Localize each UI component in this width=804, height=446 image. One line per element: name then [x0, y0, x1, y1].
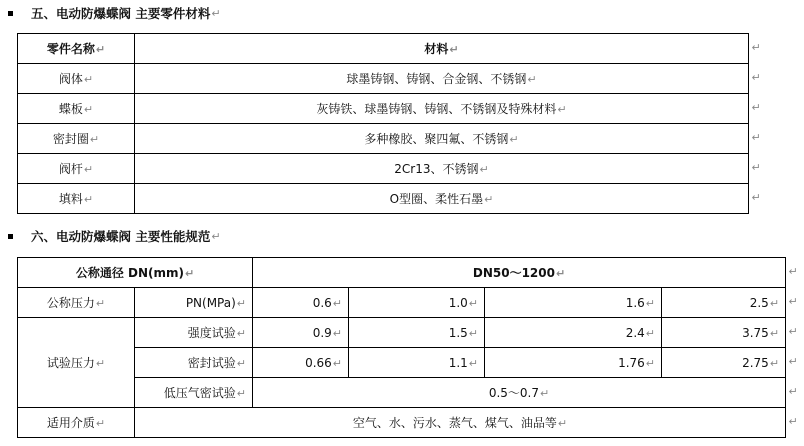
table-row: [18, 64, 749, 94]
row-end-mark-icon: ↵: [751, 130, 761, 144]
section-title: 五、电动防爆蝶阀 主要零件材料: [31, 6, 211, 21]
row-end-mark-icon: ↵: [788, 384, 798, 398]
material-cell: 2Cr13、不锈钢↵: [135, 154, 749, 184]
paragraph-mark-icon: ↵: [211, 6, 221, 20]
part-cell: 蝶板↵: [18, 94, 135, 124]
row-end-mark-icon: ↵: [751, 100, 761, 114]
value-cell: 0.66↵: [253, 348, 349, 378]
value-cell: 2.75↵: [662, 348, 786, 378]
row-end-mark-icon: ↵: [788, 324, 798, 338]
material-cell: 灰铸铁、球墨铸钢、铸钢、不锈钢及特殊材料↵: [135, 94, 749, 124]
part-cell: 阀体↵: [18, 64, 135, 94]
value-cell: 2.4↵: [485, 318, 662, 348]
value-cell: 1.6↵: [485, 288, 662, 318]
material-cell: 多种橡胶、聚四氟、不锈钢↵: [135, 124, 749, 154]
value-cell: 0.5～0.7↵: [253, 378, 786, 408]
section-title: 六、电动防爆蝶阀 主要性能规范: [31, 229, 211, 244]
bullet-icon: [8, 11, 13, 16]
nominal-diameter-value: DN50～1200↵: [253, 258, 786, 288]
part-cell: 密封圈↵: [18, 124, 135, 154]
table-row: [18, 288, 786, 318]
value-cell: 1.1↵: [349, 348, 485, 378]
paragraph-mark-icon: ↵: [211, 229, 221, 243]
row-end-mark-icon: ↵: [788, 264, 798, 278]
part-cell: 填料↵: [18, 184, 135, 214]
value-cell: 0.6↵: [253, 288, 349, 318]
header-cell: 零件名称↵: [18, 34, 135, 64]
value-cell: 0.9↵: [253, 318, 349, 348]
table-row: [18, 154, 749, 184]
row-label: 密封试验↵: [135, 348, 253, 378]
row-label: PN(MPa)↵: [135, 288, 253, 318]
materials-table: [17, 33, 749, 214]
row-end-mark-icon: ↵: [751, 160, 761, 174]
material-cell: 球墨铸钢、铸钢、合金钢、不锈钢↵: [135, 64, 749, 94]
table-row: [18, 94, 749, 124]
section-heading-performance: [8, 226, 221, 246]
part-cell: 阀杆↵: [18, 154, 135, 184]
table-header-row: [18, 34, 749, 64]
section-heading-materials: [8, 3, 221, 23]
material-cell: O型圈、柔性石墨↵: [135, 184, 749, 214]
table-row: [18, 318, 786, 348]
table-row: [18, 408, 786, 438]
value-cell: 空气、水、污水、蒸气、煤气、油品等↵: [135, 408, 786, 438]
row-end-mark-icon: ↵: [751, 70, 761, 84]
bullet-icon: [8, 234, 13, 239]
row-end-mark-icon: ↵: [788, 354, 798, 368]
row-end-mark-icon: ↵: [788, 414, 798, 428]
value-cell: 1.5↵: [349, 318, 485, 348]
group-cell: 适用介质↵: [18, 408, 135, 438]
table-row: [18, 184, 749, 214]
table-row: [18, 124, 749, 154]
row-end-mark-icon: ↵: [751, 40, 761, 54]
value-cell: 1.76↵: [485, 348, 662, 378]
value-cell: 3.75↵: [662, 318, 786, 348]
performance-table: [17, 257, 786, 438]
header-cell: 材料↵: [135, 34, 749, 64]
value-cell: 2.5↵: [662, 288, 786, 318]
nominal-diameter-label: 公称通径 DN(mm)↵: [18, 258, 253, 288]
table-row: [18, 258, 786, 288]
row-end-mark-icon: ↵: [751, 190, 761, 204]
row-end-mark-icon: ↵: [788, 294, 798, 308]
row-label: 强度试验↵: [135, 318, 253, 348]
group-cell: 公称压力↵: [18, 288, 135, 318]
value-cell: 1.0↵: [349, 288, 485, 318]
group-cell: 试验压力↵: [18, 318, 135, 408]
row-label: 低压气密试验↵: [135, 378, 253, 408]
